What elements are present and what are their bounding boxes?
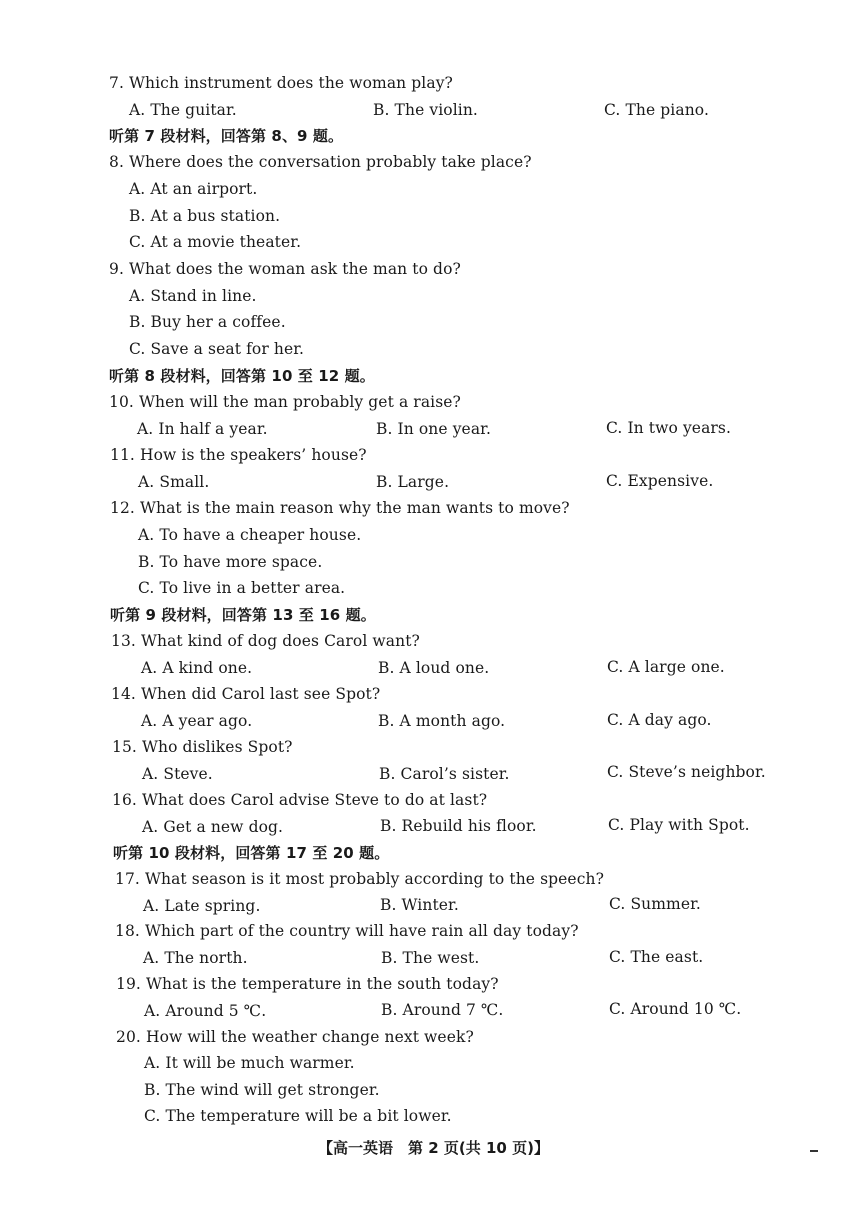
question-13-option-b: B. A loud one. <box>378 659 490 677</box>
question-17-option-b: B. Winter. <box>380 896 459 914</box>
question-11-option-c: C. Expensive. <box>606 472 714 490</box>
question-17-stem: 17. What season is it most probably according to the speech? <box>115 870 604 888</box>
question-9-option-b: B. Buy her a coffee. <box>129 313 286 331</box>
question-16-stem: 16. What does Carol advise Steve to do at last? <box>112 791 488 809</box>
question-18-option-b: B. The west. <box>381 949 480 967</box>
question-12-option-c: C. To live in a better area. <box>138 579 346 597</box>
section-heading-9: 听第 9 段材料，回答第 13 至 16 题。 <box>110 606 376 624</box>
question-7-option-b: B. The violin. <box>373 101 478 119</box>
section-heading-10: 听第 10 段材料，回答第 17 至 20 题。 <box>113 844 390 862</box>
question-10-option-c: C. In two years. <box>606 419 732 437</box>
question-7-option-a: A. The guitar. <box>129 101 237 119</box>
question-9-option-a: A. Stand in line. <box>129 287 257 305</box>
question-15-stem: 15. Who dislikes Spot? <box>112 738 293 756</box>
question-7-stem: 7. Which instrument does the woman play? <box>109 74 453 92</box>
scan-speck <box>810 1150 818 1152</box>
section-heading-8: 听第 8 段材料，回答第 10 至 12 题。 <box>109 367 375 385</box>
question-19-option-c: C. Around 10 ℃. <box>609 1000 742 1018</box>
question-17-option-c: C. Summer. <box>609 895 701 913</box>
question-14-option-a: A. A year ago. <box>141 712 253 730</box>
question-13-stem: 13. What kind of dog does Carol want? <box>111 632 420 650</box>
question-13-option-a: A. A kind one. <box>141 659 253 677</box>
question-17-option-a: A. Late spring. <box>143 897 261 915</box>
question-19-stem: 19. What is the temperature in the south today? <box>116 975 499 993</box>
question-10-option-a: A. In half a year. <box>137 420 268 438</box>
question-20-stem: 20. How will the weather change next week? <box>116 1028 474 1046</box>
question-13-option-c: C. A large one. <box>607 658 725 676</box>
question-11-option-a: A. Small. <box>138 473 210 491</box>
question-12-option-b: B. To have more space. <box>138 553 323 571</box>
question-18-option-a: A. The north. <box>143 949 248 967</box>
question-10-stem: 10. When will the man probably get a raise? <box>109 393 461 411</box>
question-20-option-c: C. The temperature will be a bit lower. <box>144 1107 452 1125</box>
question-20-option-b: B. The wind will get stronger. <box>144 1081 380 1099</box>
question-9-stem: 9. What does the woman ask the man to do? <box>109 260 461 278</box>
question-15-option-a: A. Steve. <box>142 765 213 783</box>
question-16-option-a: A. Get a new dog. <box>142 818 284 836</box>
question-10-option-b: B. In one year. <box>376 420 491 438</box>
question-16-option-b: B. Rebuild his floor. <box>380 817 537 835</box>
question-11-option-b: B. Large. <box>376 473 450 491</box>
question-18-option-c: C. The east. <box>609 948 704 966</box>
question-20-option-a: A. It will be much warmer. <box>144 1054 355 1072</box>
question-14-option-b: B. A month ago. <box>378 712 506 730</box>
question-18-stem: 18. Which part of the country will have rain all day today? <box>115 922 579 940</box>
question-14-stem: 14. When did Carol last see Spot? <box>111 685 381 703</box>
question-11-stem: 11. How is the speakers’ house? <box>110 446 367 464</box>
question-12-option-a: A. To have a cheaper house. <box>138 526 362 544</box>
question-15-option-c: C. Steve’s neighbor. <box>607 763 766 781</box>
question-8-stem: 8. Where does the conversation probably take place? <box>109 153 532 171</box>
question-15-option-b: B. Carol’s sister. <box>379 765 510 783</box>
question-12-stem: 12. What is the main reason why the man wants to move? <box>110 499 570 517</box>
question-7-option-c: C. The piano. <box>604 101 709 119</box>
question-16-option-c: C. Play with Spot. <box>608 816 750 834</box>
section-heading-7: 听第 7 段材料，回答第 8、9 题。 <box>109 127 344 145</box>
question-8-option-a: A. At an airport. <box>129 180 258 198</box>
question-19-option-a: A. Around 5 ℃. <box>144 1002 267 1020</box>
question-9-option-c: C. Save a seat for her. <box>129 340 305 358</box>
page-footer: 【高一英语 第 2 页(共 10 页)】 <box>318 1139 549 1157</box>
question-8-option-b: B. At a bus station. <box>129 207 281 225</box>
question-19-option-b: B. Around 7 ℃. <box>381 1001 504 1019</box>
question-8-option-c: C. At a movie theater. <box>129 233 302 251</box>
question-14-option-c: C. A day ago. <box>607 711 712 729</box>
